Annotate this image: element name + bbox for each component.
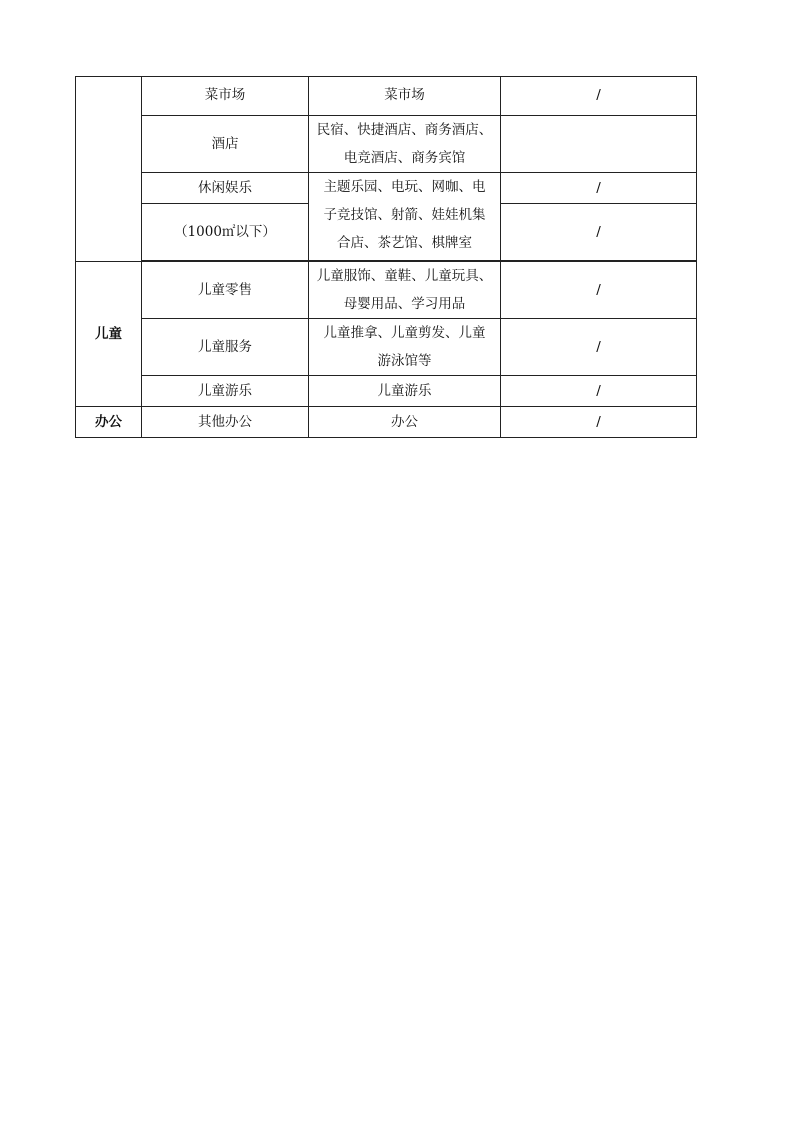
examples-cell	[309, 77, 501, 116]
examples-line: 合店、茶艺馆、棋牌室	[337, 235, 472, 251]
subtype-cell: 酒店	[142, 116, 309, 173]
subtype-cell: 儿童零售	[142, 262, 309, 319]
examples-cell	[309, 116, 501, 173]
table-row	[76, 319, 697, 376]
examples-line: 母婴用品、学习用品	[343, 296, 466, 312]
note-cell: /	[501, 262, 697, 319]
examples-line: 办公	[391, 414, 418, 430]
note-cell: /	[501, 173, 697, 204]
examples-line: 菜市场	[384, 87, 425, 103]
note-cell: /	[501, 204, 697, 261]
examples-cell	[309, 376, 501, 407]
examples-line: 电竞酒店、商务宾馆	[343, 150, 466, 166]
category-cell: 办公	[76, 407, 142, 438]
examples-line: 主题乐园、电玩、网咖、电	[323, 179, 486, 195]
note-cell: /	[501, 319, 697, 376]
examples-cell	[309, 319, 501, 376]
data-table	[75, 76, 697, 438]
subtype-cell: （1000㎡以下）	[142, 204, 309, 261]
table-row	[76, 407, 697, 438]
table-row	[76, 262, 697, 319]
note-cell: /	[501, 376, 697, 407]
examples-line: 儿童游乐	[377, 383, 432, 399]
examples-cell	[309, 262, 501, 319]
examples-cell	[309, 407, 501, 438]
category-cell	[76, 77, 142, 262]
subtype-cell: 儿童游乐	[142, 376, 309, 407]
subtype-cell: 儿童服务	[142, 319, 309, 376]
table-row	[76, 116, 697, 173]
subtype-cell: 休闲娱乐	[142, 173, 309, 204]
note-cell	[501, 116, 697, 173]
examples-line: 儿童服饰、童鞋、儿童玩具、	[316, 268, 493, 284]
note-cell: /	[501, 77, 697, 116]
table-row	[76, 173, 697, 204]
examples-line: 子竞技馆、射箭、娃娃机集	[323, 207, 486, 223]
note-cell: /	[501, 407, 697, 438]
table-row	[76, 376, 697, 407]
subtype-cell: 其他办公	[142, 407, 309, 438]
table-row	[76, 77, 697, 116]
examples-line: 民宿、快捷酒店、商务酒店、	[316, 122, 493, 138]
subtype-cell: 菜市场	[142, 77, 309, 116]
category-cell: 儿童	[76, 262, 142, 407]
examples-cell	[309, 173, 501, 261]
examples-line: 游泳馆等	[377, 353, 432, 369]
examples-line: 儿童推拿、儿童剪发、儿童	[323, 325, 486, 341]
